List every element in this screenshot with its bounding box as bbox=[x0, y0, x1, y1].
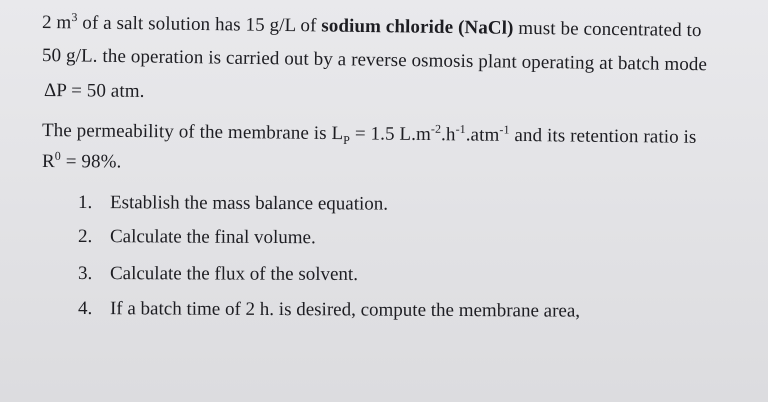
problem-line-1 bbox=[42, 11, 702, 43]
question-item bbox=[78, 191, 388, 217]
problem-line-2: 50 g/L. the operation is carried out by a reverse osmosis plant operating at batch mode bbox=[41, 45, 708, 76]
question-item bbox=[78, 262, 358, 287]
subscript: P bbox=[343, 132, 351, 148]
text-segment: .atm bbox=[465, 124, 500, 146]
question-item bbox=[78, 297, 580, 324]
text-segment: 2 m bbox=[41, 12, 72, 34]
superscript: 3 bbox=[71, 10, 78, 25]
problem-line-5 bbox=[42, 150, 122, 174]
text-segment: = 1.5 L.m bbox=[349, 123, 432, 146]
superscript: -1 bbox=[499, 122, 510, 137]
question-text: Calculate the final volume. bbox=[109, 226, 316, 249]
question-text: Establish the mass balance equation. bbox=[109, 192, 389, 215]
problem-line-3: ΔP = 50 atm. bbox=[43, 80, 145, 102]
text-segment: .h bbox=[440, 124, 456, 146]
question-number: 1. bbox=[77, 192, 93, 214]
question-item bbox=[78, 225, 316, 250]
text-segment: and its retention ratio is bbox=[509, 124, 697, 148]
problem-line-4 bbox=[42, 119, 697, 150]
text-segment: must be concentrated to bbox=[513, 17, 702, 42]
text-segment: = 98%. bbox=[60, 151, 122, 173]
text-segment: The permeability of the membrane is L bbox=[41, 120, 344, 145]
question-number: 3. bbox=[77, 263, 93, 285]
text-segment: R bbox=[41, 151, 55, 173]
question-number: 2. bbox=[77, 226, 93, 248]
superscript: 0 bbox=[54, 148, 61, 163]
question-text: If a batch time of 2 h. is desired, compute the membrane area, bbox=[109, 298, 581, 322]
bold-term: sodium chloride (NaCl) bbox=[321, 15, 514, 39]
superscript: -2 bbox=[430, 121, 442, 136]
text-segment: of a salt solution has 15 g/L of bbox=[77, 12, 322, 37]
question-text: Calculate the flux of the solvent. bbox=[109, 263, 359, 285]
question-number: 4. bbox=[77, 298, 93, 320]
superscript: -1 bbox=[455, 122, 466, 137]
